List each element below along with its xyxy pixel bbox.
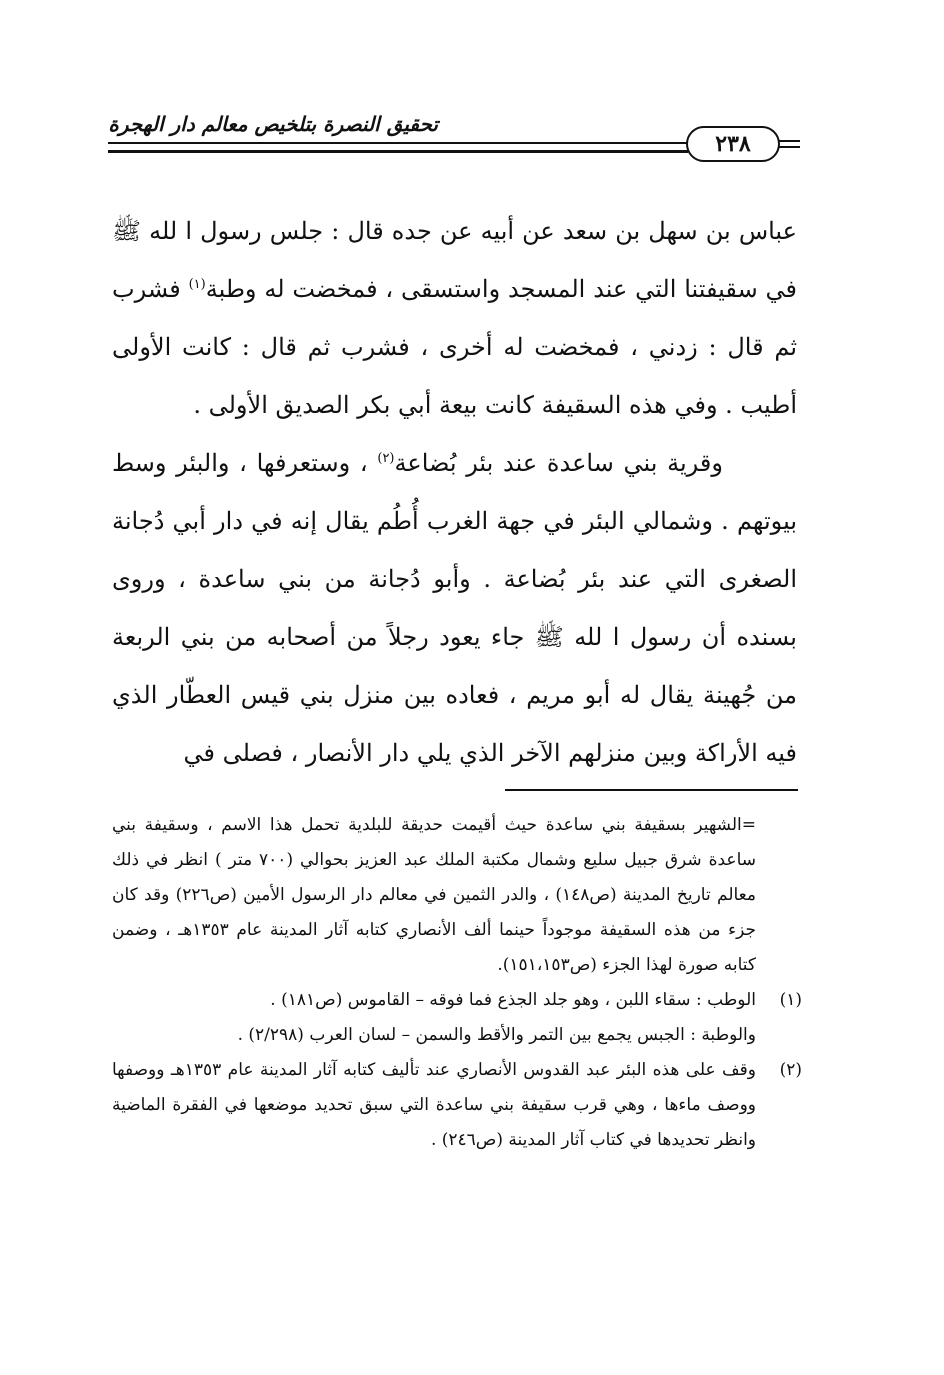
footnote-2-text: وقف على هذه البئر عبد القدوس الأنصاري عند تأليف كتابه آثار المدينة عام ١٣٥٣هـ ووصفها ووصف ماءها ، وهي قرب سقيفة بني ساعدة التي سبق تحديد موضعها في الفقرة الماضية وانظر تحديدها في كتاب آثار المدينة (ص٢٤٦) .	[112, 1060, 756, 1150]
footnote-ref-2: (٢)	[377, 451, 395, 466]
paragraph-1-text-b: فشرب ثم قال : زدني ، فمخضت له أخرى ، فشرب ثم قال : كانت الأولى أطيب . وفي هذه السقيفة كانت بيعة أبي بكر الصديق الأولى .	[112, 275, 797, 419]
footnote-1-line-2: والوطبة : الجبس يجمع بين التمر والأقط والسمن – لسان العرب (٢/٢٩٨) .	[237, 1025, 756, 1045]
main-text	[112, 202, 797, 782]
footnote-continuation: =الشهير بسقيفة بني ساعدة حيث أقيمت حديقة للبلدية تحمل هذا الاسم ، وسقيفة بني ساعدة شرق جبيل سليع وشمال مكتبة الملك عبد العزيز بحوالي (٧٠٠ متر ) انظر في ذلك معالم تاريخ المدينة (ص١٤٨) ، والدر الثمين في معالم دار الرسول الأمين (ص٢٢٦) وقد كان جزء من هذه السقيفة موجوداً حينما ألف الأنصاري كتابه آثار المدينة عام ١٣٥٣هـ ، وضمن كتابه صورة لهذا الجزء (ص١٥١،١٥٣).	[112, 815, 756, 975]
page-number: ٢٣٨	[715, 131, 751, 157]
header-rule-thick	[108, 150, 688, 153]
footnote-2-number: (٢)	[779, 1060, 802, 1080]
footnote-1-line-1: الوطب : سقاء اللبن ، وهو جلد الجذع فما فوقه – القاموس (ص١٨١) .	[270, 990, 756, 1010]
badge-tail-line	[778, 140, 800, 142]
badge-tail-line-2	[778, 146, 800, 148]
header-rule-thin	[108, 142, 688, 144]
footnotes	[112, 808, 802, 1158]
running-title: تحقيق النصرة بتلخيص معالم دار الهجرة	[108, 112, 438, 136]
footnote-ref-1: (١)	[188, 277, 206, 292]
paragraph-1-text-a: عباس بن سهل بن سعد عن أبيه عن جده قال : جلس رسول ا لله ﷺ في سقيفتنا التي عند المسجد واستسقى ، فمخضت له وطبة	[112, 217, 797, 303]
footnote-2	[112, 1053, 802, 1158]
footnote-1-body	[112, 983, 756, 1053]
paragraph-1	[112, 202, 797, 434]
page-header	[108, 104, 800, 164]
paragraph-2	[112, 434, 797, 782]
paragraph-2-text-b: ، وستعرفها ، والبئر وسط بيوتهم . وشمالي البئر في جهة الغرب أُطُم يقال إنه في دار أبي دُجانة الصغرى التي عند بئر بُضاعة . وأبو دُجانة من بني ساعدة ، وروى بسنده أن رسول ا لله ﷺ جاء يعود رجلاً من أصحابه من بني الربعة من جُهينة يقال له أبو مريم ، فعاده بين منزل بني قيس العطّار الذي فيه الأراكة وبين منزلهم الآخر الذي يلي دار الأنصار ، فصلى في	[112, 449, 797, 767]
page-number-badge	[686, 126, 780, 162]
footnote-1-number: (١)	[779, 990, 802, 1010]
footnote-1	[112, 983, 802, 1053]
footnote-separator	[505, 789, 798, 791]
paragraph-2-text-a: وقرية بني ساعدة عند بئر بُضاعة	[394, 449, 723, 477]
